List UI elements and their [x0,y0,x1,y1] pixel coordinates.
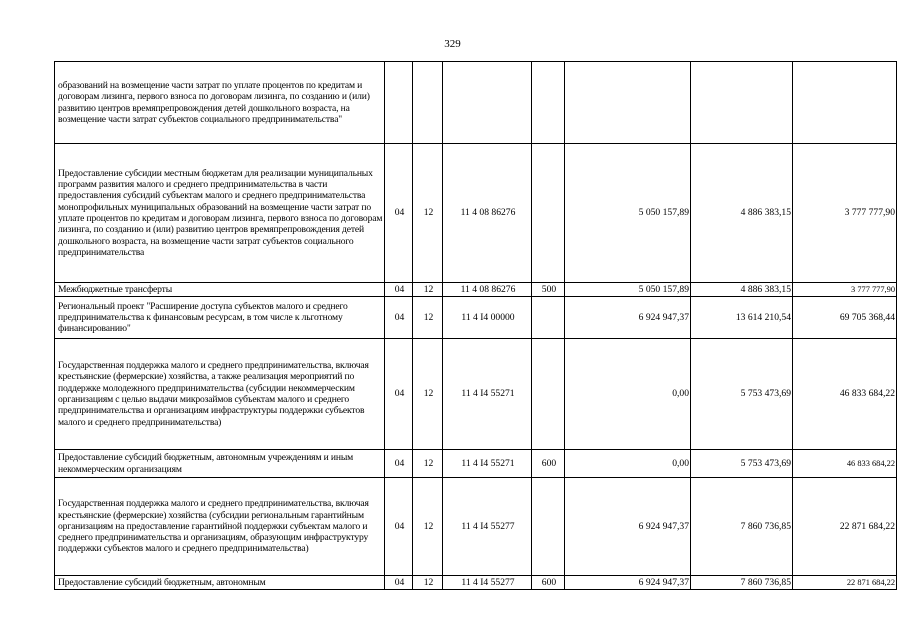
row-target: 11 4 I4 55271 [443,450,532,478]
row-type [532,339,565,450]
table-row [55,450,897,478]
table-row [55,144,897,283]
row-amount-1 [565,62,691,144]
row-name: Государственная поддержка малого и среднего предпринимательства, включая крестьянские (фермерские) хозяйства, а также реализация мероприятий по поддержке молодежного предпринимательства (субсидии некоммерческим организациям с целью выдачи микрозаймов субъектам малого и среднего предпринимательства и организациям инфраструктуры поддержки субъектов малого и среднего предпринимательства) [55,339,385,450]
row-amount-2: 4 886 383,15 [691,283,793,297]
row-section: 04 [385,576,413,590]
row-amount-2 [691,62,793,144]
row-amount-3: 46 833 684,22 [793,339,897,450]
row-type: 600 [532,576,565,590]
page-number: 329 [444,38,461,50]
row-amount-3: 69 705 368,44 [793,297,897,339]
row-type [532,297,565,339]
row-amount-2: 5 753 473,69 [691,450,793,478]
row-type: 500 [532,283,565,297]
row-section: 04 [385,297,413,339]
row-section: 04 [385,478,413,576]
row-amount-3: 3 777 777,90 [793,144,897,283]
row-name: Предоставление субсидии местным бюджетам для реализации муниципальных программ развития малого и среднего предпринимательства в части предоставления субсидий субъектам малого и среднего предпринимательства монопрофильных муниципальных образований на возмещение части затрат по уплате процентов по кредитам и договорам лизинга, первого взноса по договорам лизинга, по созданию и (или) развитию центров времяпрепровождения детей дошкольного возраста, на возмещение части затрат субъектов социального предпринимательства [55,144,385,283]
row-amount-3: 46 833 684,22 [793,450,897,478]
row-amount-1: 0,00 [565,450,691,478]
budget-table [54,61,897,590]
table-row [55,576,897,590]
row-amount-2: 7 860 736,85 [691,478,793,576]
table-row [55,478,897,576]
row-subsection: 12 [413,144,443,283]
table-row [55,62,897,144]
row-name: Предоставление субсидий бюджетным, автономным учреждениям и иным некоммерческим организациям [55,450,385,478]
row-subsection: 12 [413,450,443,478]
row-type: 600 [532,450,565,478]
row-amount-1: 5 050 157,89 [565,144,691,283]
row-amount-3: 3 777 777,90 [793,283,897,297]
table-row [55,283,897,297]
row-amount-1: 6 924 947,37 [565,478,691,576]
row-amount-1: 5 050 157,89 [565,283,691,297]
row-target: 11 4 I4 55277 [443,576,532,590]
row-target: 11 4 08 86276 [443,144,532,283]
row-target: 11 4 I4 00000 [443,297,532,339]
row-subsection: 12 [413,576,443,590]
row-subsection [413,62,443,144]
row-name: Межбюджетные трансферты [55,283,385,297]
row-target [443,62,532,144]
row-amount-3: 22 871 684,22 [793,478,897,576]
row-subsection: 12 [413,283,443,297]
row-amount-3 [793,62,897,144]
row-section: 04 [385,450,413,478]
row-type [532,478,565,576]
row-amount-1: 6 924 947,37 [565,576,691,590]
row-amount-2: 4 886 383,15 [691,144,793,283]
row-amount-1: 6 924 947,37 [565,297,691,339]
table-row [55,297,897,339]
row-amount-2: 13 614 210,54 [691,297,793,339]
row-amount-3: 22 871 684,22 [793,576,897,590]
row-section: 04 [385,339,413,450]
row-amount-1: 0,00 [565,339,691,450]
row-section: 04 [385,144,413,283]
row-section [385,62,413,144]
row-subsection: 12 [413,297,443,339]
row-target: 11 4 I4 55271 [443,339,532,450]
row-subsection: 12 [413,478,443,576]
row-subsection: 12 [413,339,443,450]
row-type [532,144,565,283]
row-name: Государственная поддержка малого и среднего предпринимательства, включая крестьянские (фермерские) хозяйства (субсидии региональным гарантийным организациям на предоставление гарантийной поддержки субъектам малого и среднего предпринимательства и организациям, образующим инфраструктуру поддержки субъектов малого и среднего предпринимательства) [55,478,385,576]
row-section: 04 [385,283,413,297]
row-amount-2: 7 860 736,85 [691,576,793,590]
row-type [532,62,565,144]
table-row [55,339,897,450]
row-name: образований на возмещение части затрат по уплате процентов по кредитам и договорам лизинга, первого взноса по договорам лизинга, по созданию и (или) развитию центров времяпрепровождения детей дошкольного возраста, на возмещение части затрат субъектов социального предпринимательства" [55,62,385,144]
row-amount-2: 5 753 473,69 [691,339,793,450]
row-target: 11 4 I4 55277 [443,478,532,576]
row-name: Региональный проект "Расширение доступа субъектов малого и среднего предпринимательства к финансовым ресурсам, в том числе к льготному финансированию" [55,297,385,339]
row-target: 11 4 08 86276 [443,283,532,297]
row-name: Предоставление субсидий бюджетным, автономным [55,576,385,590]
